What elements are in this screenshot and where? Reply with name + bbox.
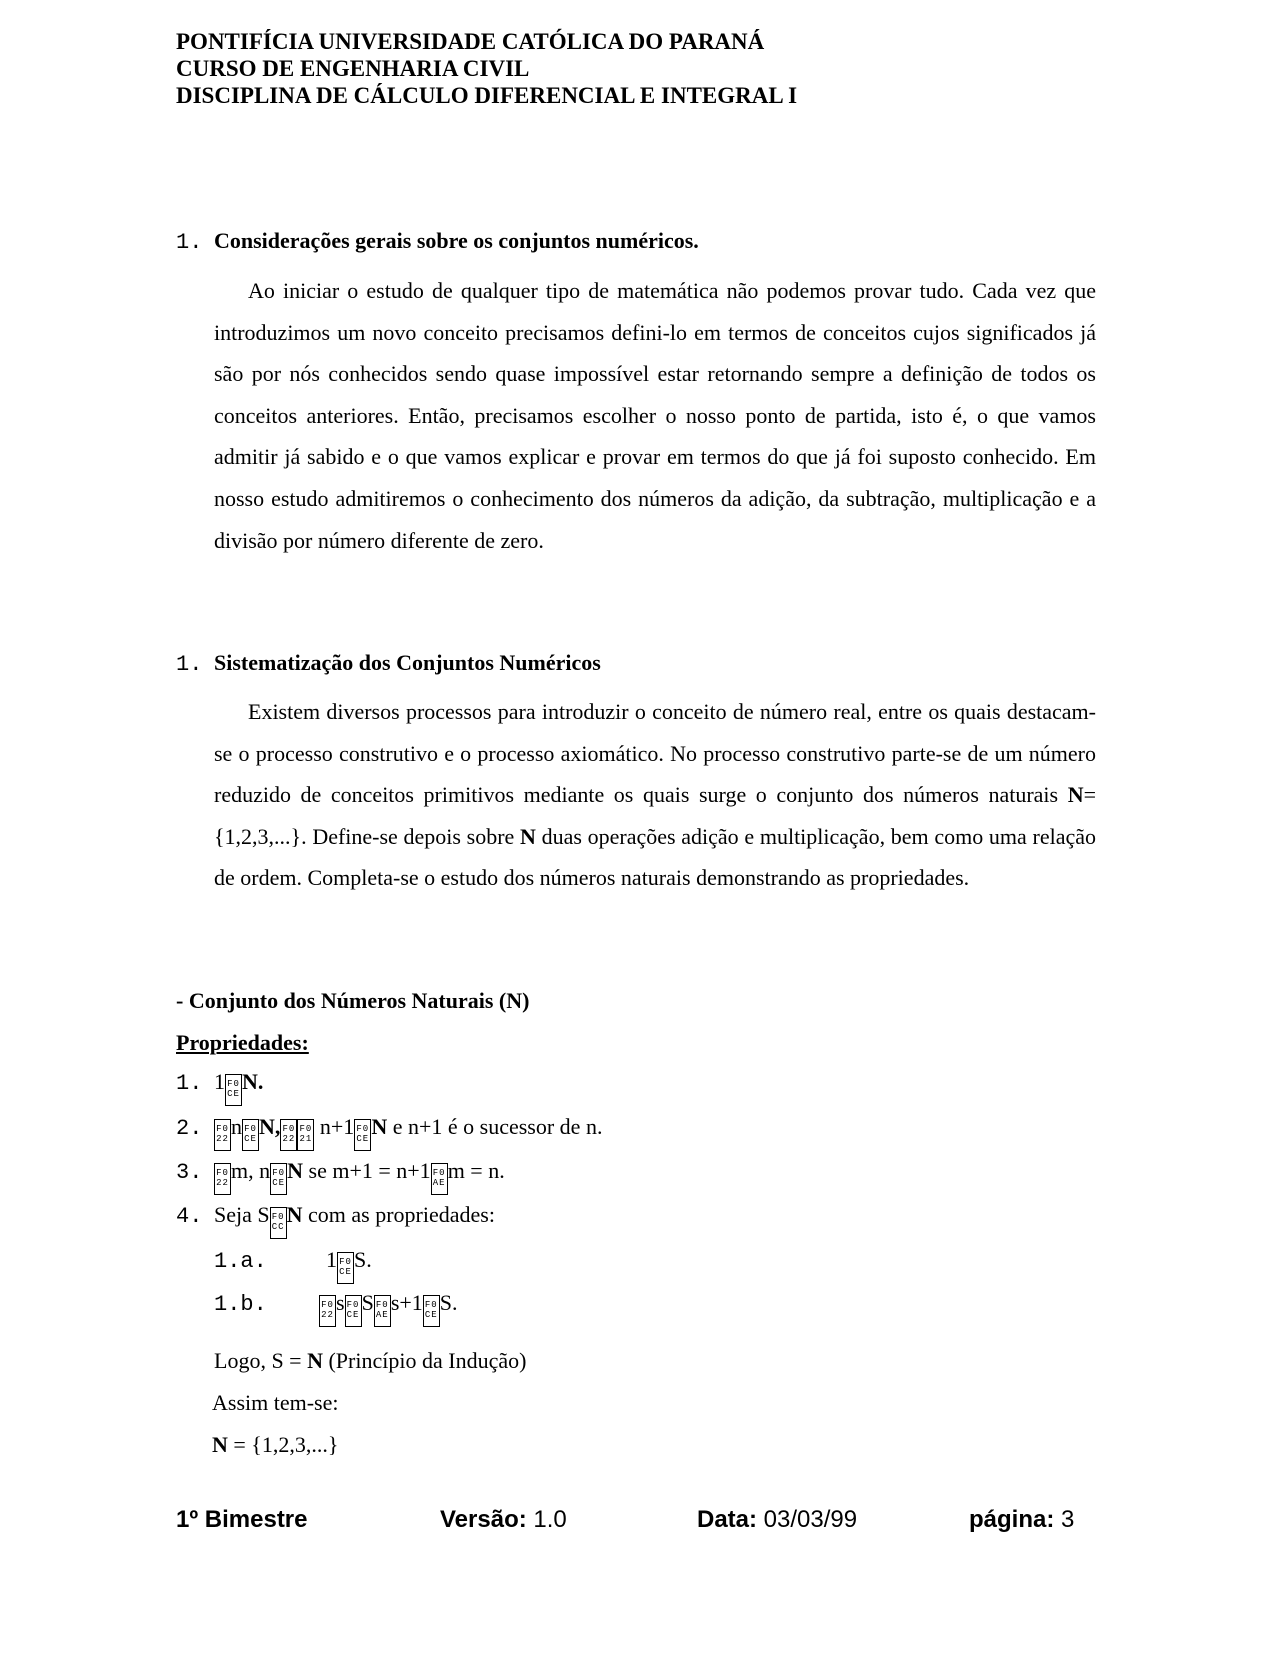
footer-date bbox=[697, 1506, 857, 1534]
property-4 bbox=[176, 1202, 495, 1239]
set-symbol-n: N bbox=[307, 1348, 323, 1373]
property-1 bbox=[176, 1069, 263, 1106]
properties-label: Propriedades: bbox=[176, 1030, 309, 1055]
property-number: 1.b. bbox=[214, 1292, 267, 1317]
conclusion-text: (Princípio da Indução) bbox=[322, 1348, 527, 1373]
footer-bimestre-text: 1º Bimestre bbox=[176, 1506, 308, 1533]
set-symbol-n: N bbox=[1067, 782, 1084, 808]
property-number: 3. bbox=[176, 1160, 203, 1185]
property-number: 1. bbox=[176, 1071, 203, 1096]
footer-bimestre bbox=[176, 1506, 308, 1534]
section-2-heading bbox=[176, 650, 601, 677]
section-2-text-a: Existem diversos processos para introduzir o conceito de número real, entre os quais destacam-se o processo construtivo e o processo axiomático. No processo construtivo parte-se de um número reduzido de conceitos primitivos mediante os quais surge o conjunto dos números naturais bbox=[214, 699, 1096, 808]
property-text: m, n bbox=[231, 1158, 271, 1183]
footer-page bbox=[969, 1506, 1074, 1534]
missing-glyph-in-icon: F0 CE bbox=[225, 1074, 242, 1106]
induction-conclusion bbox=[214, 1348, 526, 1374]
section-1-paragraph: Ao iniciar o estudo de qualquer tipo de matemática não podemos provar tudo. Cada vez que introduzimos um novo conceito precisamos defini-lo em termos de conceitos cujos significados já são por nós conhecidos sendo quase impossível estar retornando sempre a definição de todos os conceitos anteriores. Então, precisamos escolher o nosso ponto de partida, isto é, o que vamos admitir já sabido e o que vamos explicar e provar em termos do que já foi suposto conhecido. Em nosso estudo admitiremos o conhecimento dos números da adição, da subtração, multiplicação e a divisão por número diferente de zero. bbox=[214, 278, 1096, 553]
property-text: n bbox=[231, 1114, 242, 1139]
section-2-title: Sistematização dos Conjuntos Numéricos bbox=[214, 650, 601, 675]
missing-glyph-in-icon: F0 CE bbox=[423, 1295, 440, 1327]
header-course: CURSO DE ENGENHARIA CIVIL bbox=[176, 56, 530, 81]
missing-glyph-in-icon: F0 CE bbox=[354, 1119, 371, 1151]
naturals-set bbox=[212, 1432, 338, 1458]
missing-glyph-implies-icon: F0 AE bbox=[431, 1163, 448, 1195]
property-text: s+1 bbox=[390, 1290, 423, 1315]
property-text: N. bbox=[242, 1069, 264, 1094]
property-3 bbox=[176, 1158, 505, 1195]
property-text: m = n. bbox=[447, 1158, 505, 1183]
naturals-heading: - Conjunto dos Números Naturais (N) bbox=[176, 988, 530, 1013]
missing-glyph-21-icon: F0 21 bbox=[297, 1119, 314, 1151]
missing-glyph-forall-icon: F0 22 bbox=[214, 1119, 231, 1151]
property-2 bbox=[176, 1114, 602, 1151]
property-text: se m+1 = n+1 bbox=[303, 1158, 431, 1183]
property-text: com as propriedades: bbox=[302, 1202, 495, 1227]
footer-version-label: Versão: bbox=[440, 1506, 527, 1533]
footer-page-label: página: bbox=[969, 1506, 1055, 1533]
footer-page-value: 3 bbox=[1054, 1506, 1075, 1533]
missing-glyph-forall-icon: F0 22 bbox=[280, 1119, 297, 1151]
property-text: N bbox=[371, 1114, 388, 1139]
property-text: n+1 bbox=[314, 1114, 355, 1139]
missing-glyph-in-icon: F0 CE bbox=[337, 1252, 354, 1284]
section-2-paragraph bbox=[214, 691, 1096, 899]
property-text: s bbox=[336, 1290, 345, 1315]
section-2-text-b: ={1,2,3,...}. Define-se depois sobre bbox=[214, 782, 1096, 849]
section-1-number: 1. bbox=[176, 230, 203, 255]
assim-text: Assim tem-se: bbox=[212, 1390, 339, 1415]
header-discipline: DISCIPLINA DE CÁLCULO DIFERENCIAL E INTEGRAL I bbox=[176, 83, 798, 108]
property-text: S. bbox=[354, 1247, 372, 1272]
missing-glyph-in-icon: F0 CE bbox=[345, 1295, 362, 1327]
property-number: 1.a. bbox=[214, 1249, 267, 1274]
header-university: PONTIFÍCIA UNIVERSIDADE CATÓLICA DO PARANÁ bbox=[176, 29, 765, 54]
property-text: 1 bbox=[326, 1247, 337, 1272]
property-text: S. bbox=[439, 1290, 458, 1315]
property-4a bbox=[214, 1247, 372, 1284]
property-4b bbox=[214, 1290, 458, 1327]
property-text: S bbox=[361, 1290, 374, 1315]
property-text: N bbox=[286, 1202, 303, 1227]
missing-glyph-forall-icon: F0 22 bbox=[319, 1295, 336, 1327]
property-text: Seja S bbox=[214, 1202, 270, 1227]
section-2-number: 1. bbox=[176, 652, 203, 677]
section-1-title: Considerações gerais sobre os conjuntos numéricos. bbox=[214, 228, 699, 253]
document-header bbox=[176, 28, 797, 109]
property-text: N, bbox=[259, 1114, 281, 1139]
footer-version bbox=[440, 1506, 567, 1534]
conclusion-text: Logo, S = bbox=[214, 1348, 308, 1373]
section-1-heading bbox=[176, 228, 699, 255]
footer-version-value: 1.0 bbox=[526, 1506, 567, 1533]
missing-glyph-in-icon: F0 CE bbox=[242, 1119, 259, 1151]
set-definition: = {1,2,3,...} bbox=[227, 1432, 339, 1457]
property-text: e n+1 é o sucessor de n. bbox=[387, 1114, 603, 1139]
property-number: 2. bbox=[176, 1116, 203, 1141]
footer-date-value: 03/03/99 bbox=[757, 1506, 858, 1533]
set-symbol-n: N bbox=[212, 1432, 228, 1457]
missing-glyph-in-icon: F0 CE bbox=[270, 1163, 287, 1195]
property-text: 1 bbox=[214, 1069, 225, 1094]
footer-date-label: Data: bbox=[697, 1506, 758, 1533]
missing-glyph-subset-icon: F0 CC bbox=[270, 1207, 287, 1239]
missing-glyph-implies-icon: F0 AE bbox=[374, 1295, 391, 1327]
section-2-text-c: duas operações adição e multiplicação, bem como uma relação de ordem. Completa-se o estudo dos números naturais demonstrando as propriedades. bbox=[214, 823, 1096, 891]
set-symbol-n: N bbox=[520, 823, 536, 849]
missing-glyph-forall-icon: F0 22 bbox=[214, 1163, 231, 1195]
property-text: N bbox=[287, 1158, 304, 1183]
property-number: 4. bbox=[176, 1204, 203, 1229]
